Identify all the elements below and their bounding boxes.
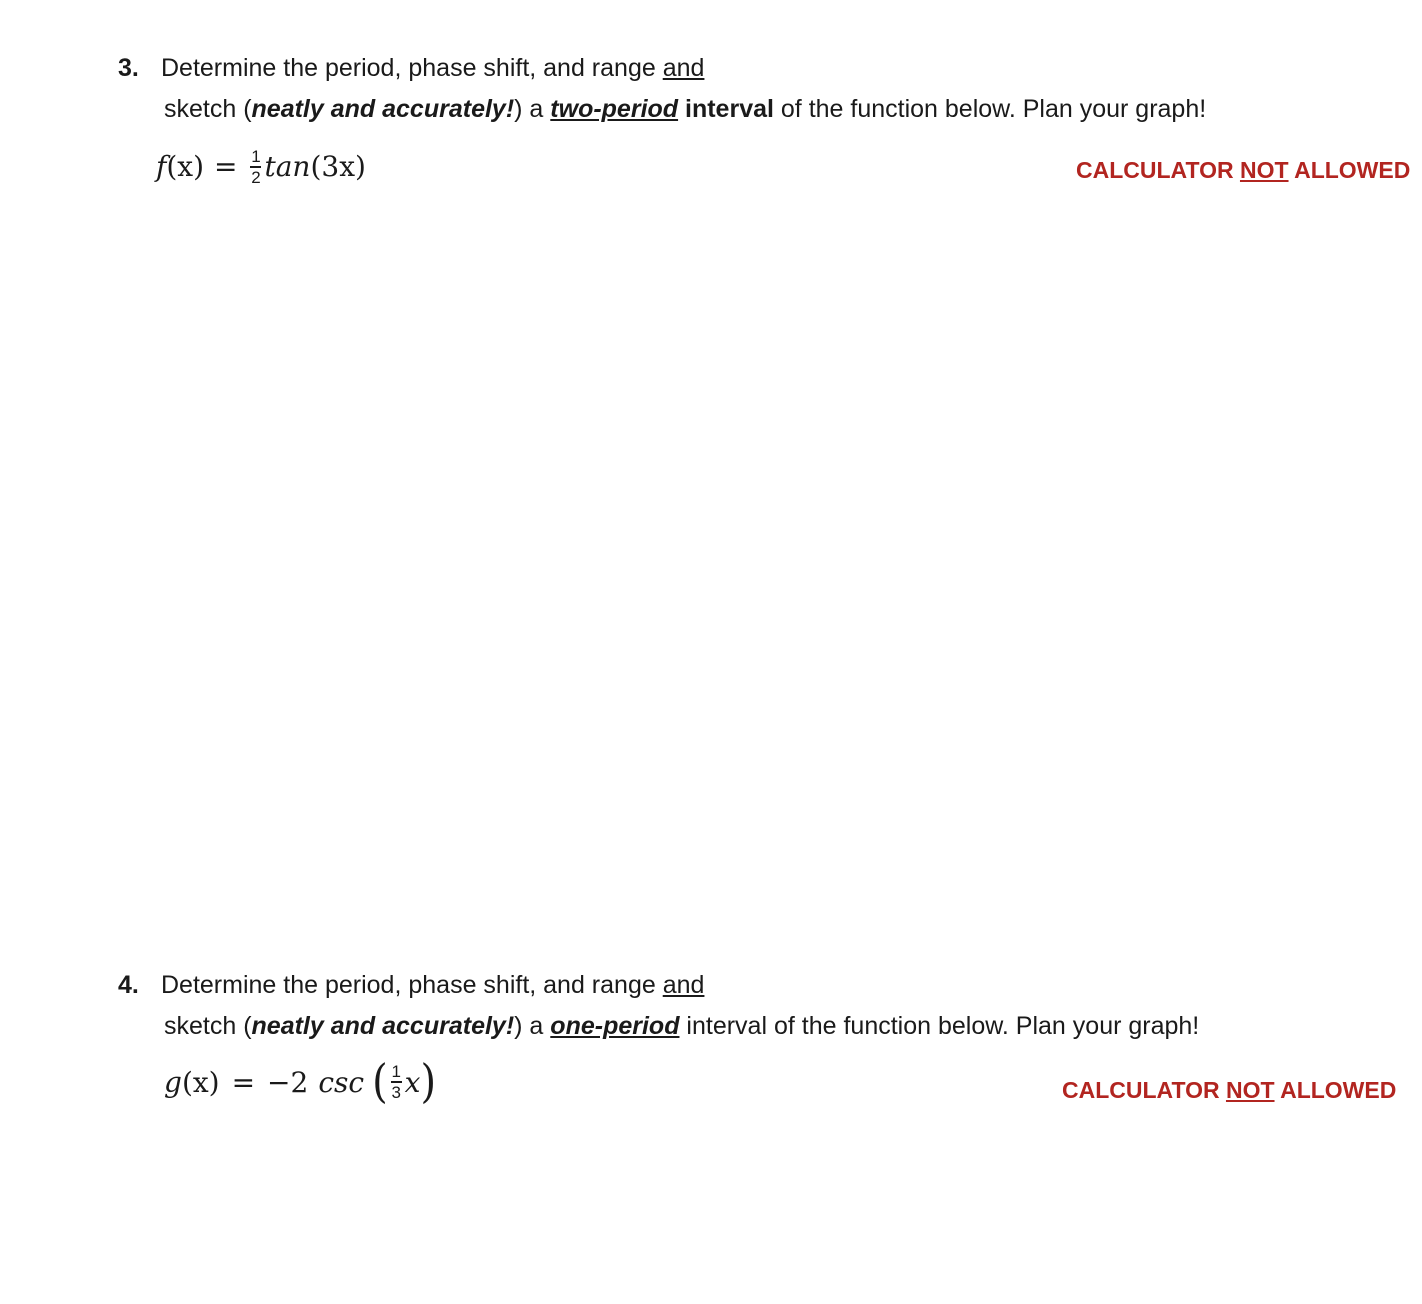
trig-argument: (3x): [310, 150, 366, 184]
instruction-suffix: of the function below. Plan your graph!: [773, 1012, 1200, 1040]
period-count-emphasis: two-period: [550, 95, 679, 123]
neatly-accurately-emphasis: neatly and accurately!: [251, 1012, 515, 1040]
close-paren: ): [420, 1055, 437, 1109]
fraction-numerator: 1: [251, 147, 261, 166]
instruction-text: Determine the period, phase shift, and range: [161, 54, 656, 82]
underlined-and: and: [662, 971, 705, 999]
calculator-word: CALCULATOR: [1076, 157, 1234, 183]
fraction-denominator: 2: [251, 167, 261, 187]
instruction-text: Determine the period, phase shift, and range: [161, 971, 656, 999]
sketch-prefix: sketch (: [164, 1012, 252, 1040]
problem-4-formula: [164, 1055, 437, 1109]
coefficient-fraction: [250, 148, 261, 186]
function-argument: (x): [166, 150, 205, 184]
fraction-denominator: 3: [391, 1082, 401, 1102]
trig-function: csc: [318, 1065, 365, 1099]
function-name: g: [164, 1065, 182, 1099]
not-word: NOT: [1239, 157, 1289, 183]
problem-number: 4.: [118, 971, 139, 999]
variable: x: [404, 1065, 421, 1099]
allowed-word: ALLOWED: [1280, 1077, 1397, 1103]
problem-3-formula: [156, 148, 366, 186]
interval-word: interval: [685, 95, 774, 123]
problem-number: 3.: [118, 54, 139, 82]
calculator-notice: [1076, 157, 1410, 184]
problem-3-instruction-line1: [118, 54, 704, 83]
neatly-accurately-emphasis: neatly and accurately!: [251, 95, 515, 123]
allowed-word: ALLOWED: [1294, 157, 1411, 183]
equals-sign: =: [214, 150, 238, 184]
calculator-word: CALCULATOR: [1062, 1077, 1220, 1103]
problem-3-instruction-line2: [164, 95, 1206, 124]
interval-word: interval: [686, 1012, 768, 1040]
sketch-close: ) a: [514, 95, 544, 123]
problem-4-instruction-line2: [164, 1012, 1199, 1041]
equals-sign: =: [231, 1065, 256, 1099]
problem-4-instruction-line1: [118, 971, 704, 1000]
fraction-numerator: 1: [391, 1062, 401, 1082]
open-paren: (: [372, 1055, 388, 1109]
underlined-and: and: [662, 54, 705, 82]
sketch-close: ) a: [514, 1012, 544, 1040]
function-name: f: [156, 150, 167, 184]
trig-function: tan: [264, 150, 311, 184]
sketch-prefix: sketch (: [164, 95, 252, 123]
argument-fraction: [391, 1063, 402, 1101]
calculator-notice: [1062, 1077, 1396, 1104]
instruction-suffix: of the function below. Plan your graph!: [780, 95, 1207, 123]
not-word: NOT: [1225, 1077, 1275, 1103]
coefficient: −2: [267, 1065, 309, 1099]
period-count-emphasis: one-period: [550, 1012, 680, 1040]
function-argument: (x): [181, 1065, 220, 1099]
